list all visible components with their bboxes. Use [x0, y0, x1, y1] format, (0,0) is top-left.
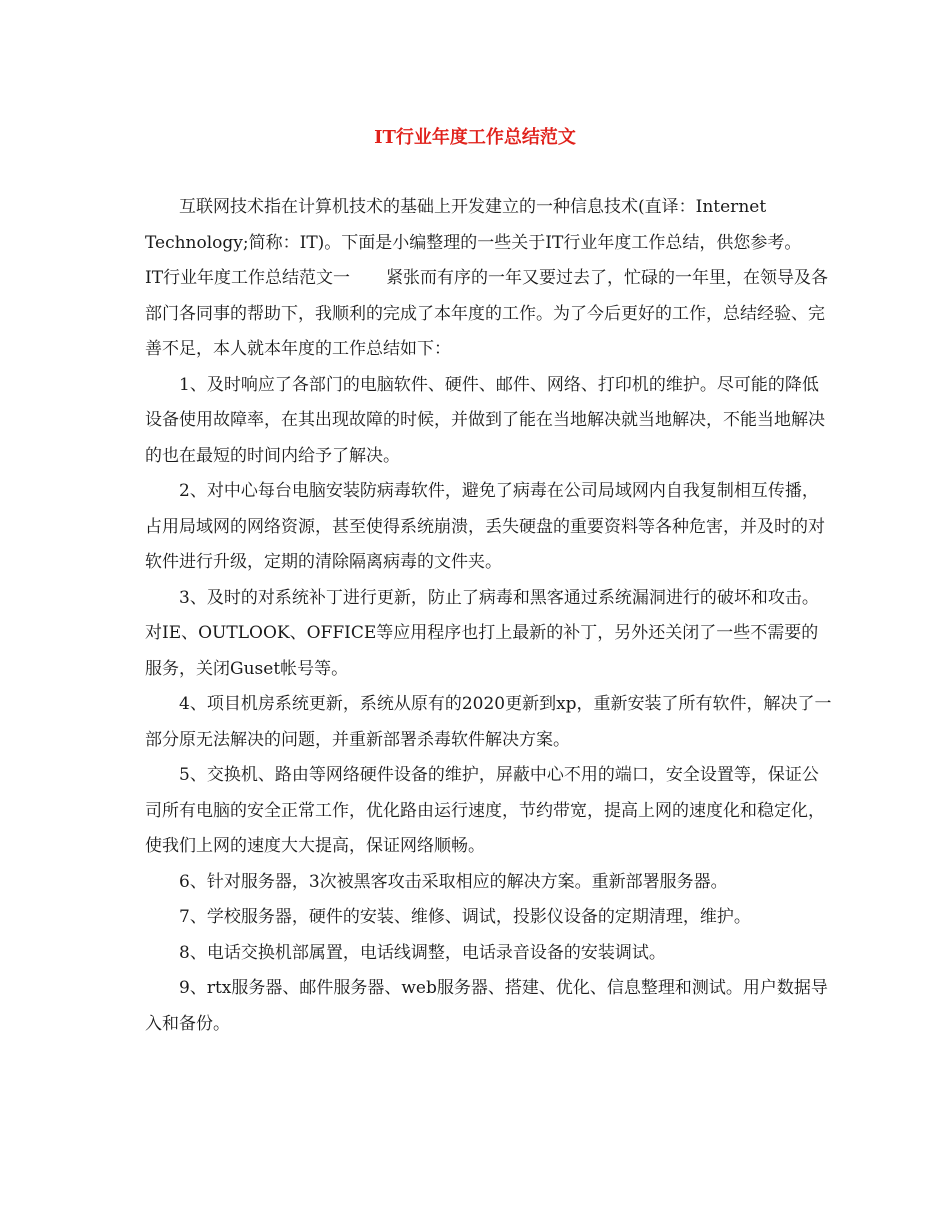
list-item: 4、项目机房系统更新，系统从原有的2020更新到xp，重新安装了所有软件，解决了一部分原无法解决的问题，并重新部署杀毒软件解决方案。: [145, 694, 832, 750]
section-heading: IT行业年度工作总结范文一: [145, 268, 351, 288]
list-item: 3、及时的对系统补丁进行更新，防止了病毒和黑客通过系统漏洞进行的破坏和攻击。对IE、OUTLOOK、OFFICE等应用程序也打上最新的补丁，另外还关闭了一些不需要的服务，关闭Guset帐号等。: [145, 587, 819, 679]
list-item: 1、及时响应了各部门的电脑软件、硬件、邮件、网络、打印机的维护。尽可能的降低设备使用故障率，在其出现故障的时候，并做到了能在当地解决就当地解决，不能当地解决的也在最短的时间内给予了解决。: [145, 374, 825, 466]
document-title: IT行业年度工作总结范文: [374, 127, 576, 148]
list-item: 5、交换机、路由等网络硬件设备的维护，屏蔽中心不用的端口，安全设置等，保证公司所有电脑的安全正常工作，优化路由运行速度，节约带宽，提高上网的速度化和稳定化，使我们上网的速度大大提高，保证网络顺畅。: [145, 765, 825, 856]
intro-paragraph: 互联网技术指在计算机技术的基础上开发建立的一种信息技术(直译：Internet Technology;简称：IT)。下面是小编整理的一些关于IT行业年度工作总结，供您参考。: [145, 197, 802, 253]
document-body: [145, 190, 835, 1042]
section-paragraph: [145, 261, 835, 368]
list-item: 6、针对服务器，3次被黑客攻击采取相应的解决方案。重新部署服务器。: [179, 871, 728, 892]
list-item: 8、电话交换机部属置，电话线调整，电话录音设备的安装调试。: [179, 942, 666, 963]
list-item: 9、rtx服务器、邮件服务器、web服务器、搭建、优化、信息整理和测试。用户数据导入和备份。: [145, 978, 828, 1034]
list-item: 2、对中心每台电脑安装防病毒软件，避免了病毒在公司局域网内自我复制相互传播，占用局域网的网络资源，甚至使得系统崩溃，丢失硬盘的重要资料等各种危害，并及时的对软件进行升级，定期的清除隔离病毒的文件夹。: [145, 481, 825, 572]
section-lead: 紧张而有序的一年又要过去了，忙碌的一年里，在领导及各部门各同事的帮助下，我顺利的完成了本年度的工作。为了今后更好的工作，总结经验、完善不足，本人就本年度的工作总结如下：: [145, 268, 829, 359]
list-item: 7、学校服务器，硬件的安装、维修、调试，投影仪设备的定期清理，维护。: [179, 907, 751, 927]
